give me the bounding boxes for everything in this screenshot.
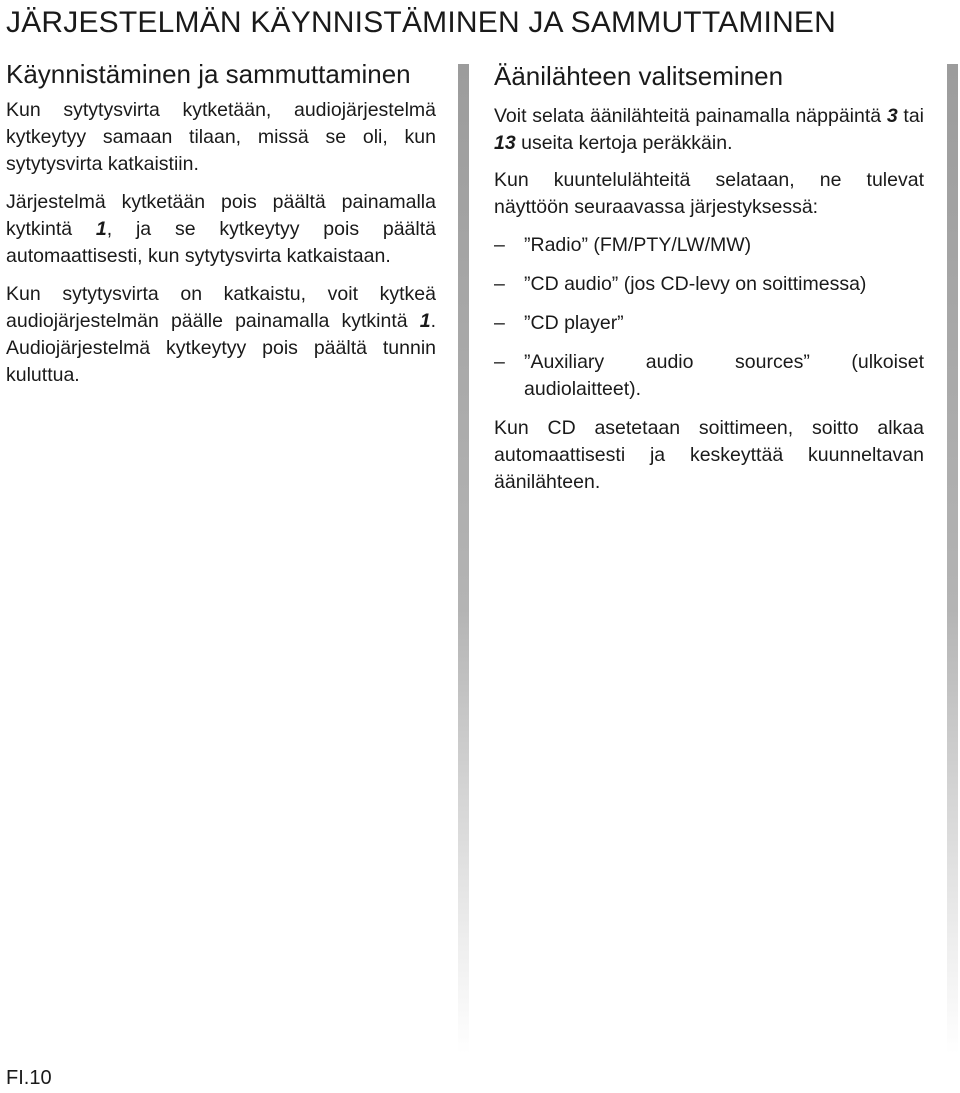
source-list <box>494 232 924 403</box>
dash-bullet: – <box>494 312 505 334</box>
page-title: JÄRJESTELMÄN KÄYNNISTÄMINEN JA SAMMUTTAMINEN <box>6 6 837 39</box>
section-heading-source: Äänilähteen valitseminen <box>494 61 784 91</box>
paragraph-text: Kun sytytysvirta on katkaistu, voit kytkeä audiojärjestelmän päälle painamalla kytkintä <box>6 283 436 332</box>
paragraph-text: , ja se kytkeytyy pois päältä automaattisesti, kun sytytysvirta katkaistaan. <box>6 218 436 267</box>
list-item-text: ”Auxiliary audio sources” (ulkoiset audiolaitteet). <box>524 351 924 400</box>
paragraph-cd-autoplay: Kun CD asetetaan soittimeen, soitto alkaa automaattisesti ja keskeyttää kuunneltavan äänilähteen. <box>494 417 924 493</box>
paragraph-text: tai <box>897 105 925 127</box>
column-edge-bar <box>947 64 958 1054</box>
paragraph-text: . Audiojärjestelmä kytkeytyy pois päältä tunnin kuluttua. <box>6 310 436 386</box>
key-reference: 1 <box>419 310 431 332</box>
dash-bullet: – <box>494 234 505 256</box>
page-number: FI.10 <box>6 1067 52 1089</box>
list-item <box>494 271 924 298</box>
right-column <box>494 58 924 507</box>
paragraph-browse-sources <box>494 103 924 157</box>
paragraph-source-order: Kun kuuntelulähteitä selataan, ne tulevat näyttöön seuraavassa järjestyksessä: <box>494 169 924 218</box>
dash-bullet: – <box>494 273 505 295</box>
dash-bullet: – <box>494 351 505 373</box>
key-reference: 13 <box>494 132 516 154</box>
list-item <box>494 232 924 259</box>
list-item <box>494 349 924 403</box>
list-item-text: ”CD player” <box>524 312 624 334</box>
left-column <box>6 58 436 400</box>
paragraph-text: Järjestelmä kytketään pois päältä painamalla kytkintä <box>6 191 436 240</box>
key-reference: 1 <box>95 218 107 240</box>
list-item-text: ”CD audio” (jos CD-levy on soittimessa) <box>524 273 867 295</box>
paragraph-ignition-off <box>6 281 436 389</box>
key-reference: 3 <box>886 105 898 127</box>
paragraph-switch-off <box>6 189 436 270</box>
section-heading-startup: Käynnistäminen ja sammuttaminen <box>6 59 411 89</box>
list-item-text: ”Radio” (FM/PTY/LW/MW) <box>524 234 752 256</box>
list-item <box>494 310 924 337</box>
paragraph-text: Voit selata äänilähteitä painamalla näppäintä <box>494 105 887 127</box>
paragraph-ignition-on: Kun sytytysvirta kytketään, audiojärjestelmä kytkeytyy samaan tilaan, missä se oli, kun sytytysvirta katkaistiin. <box>6 99 436 175</box>
column-divider-bar <box>458 64 469 1054</box>
paragraph-text: useita kertoja peräkkäin. <box>515 132 733 154</box>
